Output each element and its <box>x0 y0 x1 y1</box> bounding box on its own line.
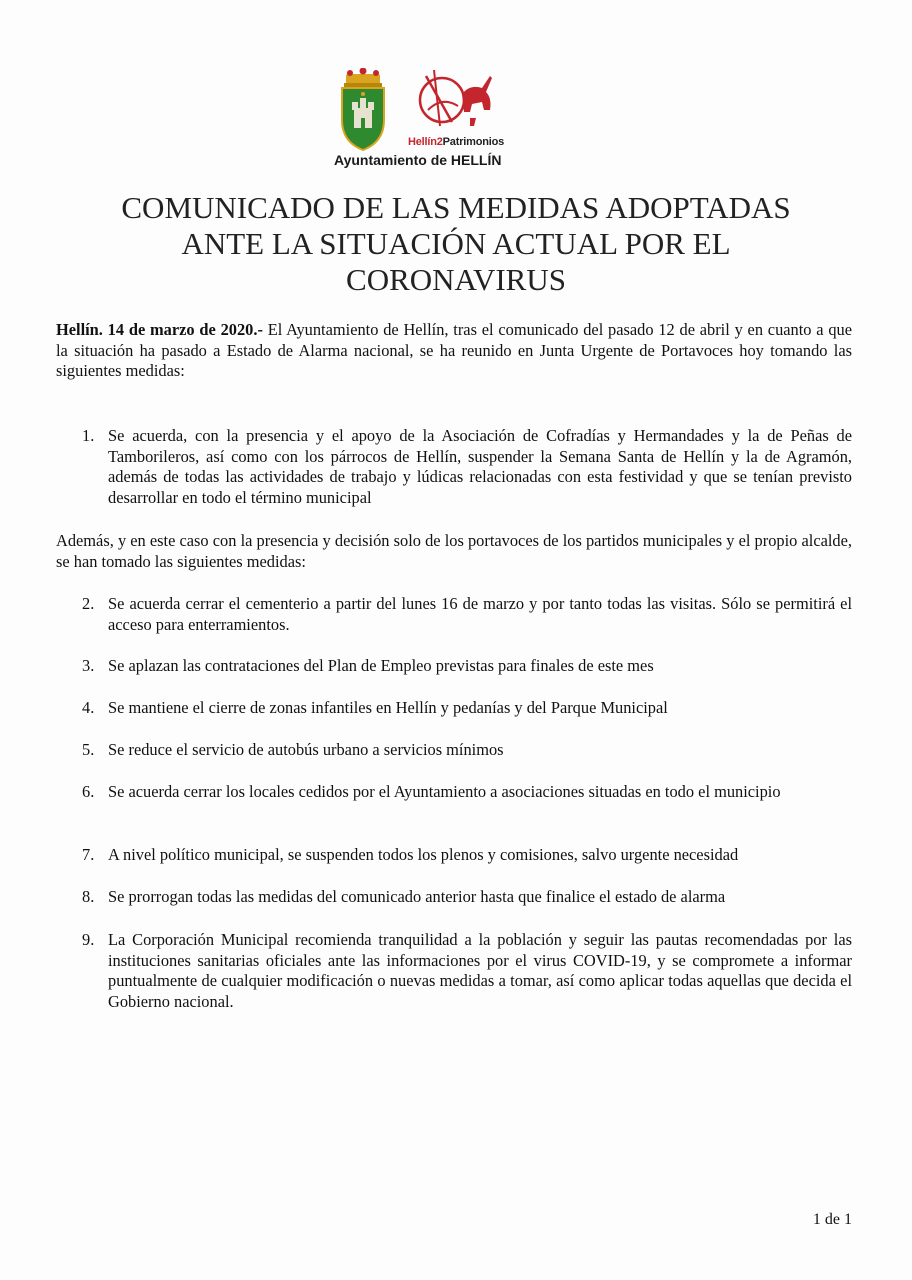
list-item-text: Se mantiene el cierre de zonas infantiles en Hellín y pedanías y del Parque Municipal <box>108 698 668 717</box>
page-number: 1 de 1 <box>812 1211 852 1228</box>
ayuntamiento-label: Ayuntamiento de HELLÍN <box>334 152 502 168</box>
middle-paragraph: Además, y en este caso con la presencia y decisión solo de los portavoces de los partidos municipales y el propio alcalde, se han tomado las siguientes medidas: <box>56 531 852 571</box>
list-item-number: 1. <box>82 426 95 445</box>
list-item <box>56 656 852 677</box>
brand-suffix: Patrimonios <box>442 136 505 148</box>
list-item <box>56 426 852 508</box>
list-item <box>56 698 852 719</box>
list-item <box>56 740 852 761</box>
list-item-text: Se reduce el servicio de autobús urbano a servicios mínimos <box>108 740 504 759</box>
intro-text: El Ayuntamiento de Hellín, tras el comunicado del pasado 12 de abril y en cuanto a que la situación ha pasado a Estado de Alarma nacional, se ha reunido en Junta Urgente de Portavoces hoy tomando las siguientes medidas: <box>56 320 852 380</box>
list-item-number: 3. <box>82 656 95 675</box>
list-item-text: Se prorrogan todas las medidas del comunicado anterior hasta que finalice el estado de alarma <box>108 887 726 906</box>
list-item <box>56 887 852 908</box>
list-item-text: La Corporación Municipal recomienda tranquilidad a la población y seguir las pautas recomendadas por las instituciones sanitarias oficiales ante las informaciones por el virus COVID-19, y se compromete a informar puntualmente de cualquier modificación o nuevas medidas a tomar, así como aplicar todas aquellas que decida el Gobierno nacional. <box>108 930 852 1011</box>
title-line-1: COMUNICADO DE LAS MEDIDAS ADOPTADAS <box>121 190 791 225</box>
document-title <box>60 190 852 298</box>
list-item-number: 5. <box>82 740 95 759</box>
list-item-text: Se acuerda, con la presencia y el apoyo de la Asociación de Cofradías y Hermandades y la de Peñas de Tamborileros, así como con los párrocos de Hellín, suspender la Semana Santa de Hellín y la de Agramón, además de todas las actividades de trabajo y lúdicas relacionadas con esta festividad y que se tenían previsto desarrollar en todo el término municipal <box>108 426 852 507</box>
hellin-patrimonios-logo-icon <box>412 66 508 136</box>
list-item-number: 6. <box>82 782 95 801</box>
list-item <box>56 594 852 635</box>
list-item-text: Se acuerda cerrar los locales cedidos por el Ayuntamiento a asociaciones situadas en todo el municipio <box>108 782 781 801</box>
brand-two: 2 <box>436 136 443 148</box>
list-item <box>56 845 852 866</box>
title-line-3: CORONAVIRUS <box>346 262 566 297</box>
list-item-number: 2. <box>82 594 95 613</box>
title-line-2: ANTE LA SITUACIÓN ACTUAL POR EL <box>181 226 731 261</box>
list-item-number: 7. <box>82 845 95 864</box>
list-item <box>56 782 852 803</box>
coat-of-arms-icon <box>336 68 390 152</box>
letterhead <box>330 62 530 174</box>
list-item-number: 4. <box>82 698 95 717</box>
brand-prefix: Hellín <box>408 136 437 148</box>
list-item-text: Se acuerda cerrar el cementerio a partir del lunes 16 de marzo y por tanto todas las visitas. Sólo se permitirá el acceso para enterramientos. <box>108 594 852 634</box>
intro-paragraph <box>56 320 852 382</box>
list-item-number: 9. <box>82 930 95 949</box>
brand-name <box>408 136 504 148</box>
intro-dateline: Hellín. 14 de marzo de 2020.- <box>56 320 263 339</box>
list-item <box>56 930 852 1012</box>
list-item-text: Se aplazan las contrataciones del Plan de Empleo previstas para finales de este mes <box>108 656 654 675</box>
list-item-text: A nivel político municipal, se suspenden todos los plenos y comisiones, salvo urgente necesidad <box>108 845 739 864</box>
list-item-number: 8. <box>82 887 95 906</box>
